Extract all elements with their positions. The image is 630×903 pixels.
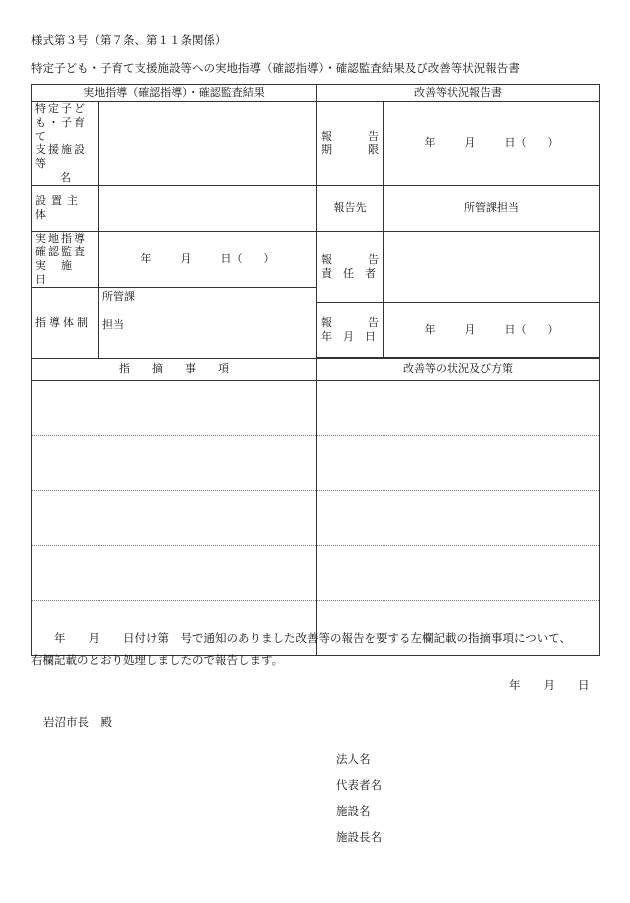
facility-name-signer-label: 施設名 <box>336 804 371 818</box>
addressee: 岩沼市長 殿 <box>43 715 112 729</box>
improvement-row[interactable] <box>317 380 600 435</box>
finding-row[interactable] <box>32 490 317 545</box>
report-to-value: 所管課担当 <box>384 185 600 231</box>
submission-date: 年 月 日 <box>509 678 590 692</box>
inspection-date-field[interactable]: 年 月 日（ ） <box>99 231 317 287</box>
finding-row[interactable] <box>32 545 317 600</box>
finding-row[interactable] <box>32 435 317 490</box>
improvement-row[interactable] <box>317 435 600 490</box>
guidance-system-label: 指導体制 <box>32 287 99 358</box>
inspection-date-label: 実地指導 確認監査 実 施 日 <box>32 231 99 287</box>
establisher-label: 設置主体 <box>32 185 99 231</box>
facility-name-label: 特定子ど も・子育て 支援施設等 名 <box>32 102 99 186</box>
report-deadline-label: 報 告 期 限 <box>317 102 384 186</box>
section-label: 所管課 <box>102 289 135 303</box>
left-section-header: 実地指導（確認指導）・確認監査結果 <box>32 85 317 102</box>
report-date-field[interactable]: 年 月 日（ ） <box>384 302 600 357</box>
inspection-report-table <box>31 84 600 656</box>
form-number: 様式第３号（第７条、第１１条関係） <box>31 33 227 47</box>
improvement-row[interactable] <box>317 490 600 545</box>
staff-label: 担当 <box>102 318 124 332</box>
facility-name-field[interactable] <box>99 102 317 186</box>
report-deadline-field[interactable]: 年 月 日（ ） <box>384 102 600 186</box>
establisher-field[interactable] <box>99 185 317 231</box>
report-statement-line-2: 右欄記載のとおり処理しましたので報告します。 <box>31 653 284 667</box>
guidance-system-field[interactable] <box>99 287 317 358</box>
reporter-field[interactable] <box>384 231 600 302</box>
report-statement-line-1: 年 月 日付け第 号で通知のありました改善等の報告を要する左欄記載の指摘事項について、 <box>31 631 572 645</box>
document-title: 特定子ども・子育て支援施設等への実地指導（確認指導）・確認監査結果及び改善等状況報告書 <box>31 61 520 75</box>
findings-header: 指 摘 事 項 <box>32 358 317 380</box>
reporter-label: 報 告 責 任 者 <box>317 231 384 302</box>
representative-name-label: 代表者名 <box>336 778 382 792</box>
corporation-name-label: 法人名 <box>336 752 371 766</box>
report-to-label: 報告先 <box>317 185 384 231</box>
improvement-row[interactable] <box>317 545 600 600</box>
improvements-header: 改善等の状況及び方策 <box>317 358 600 380</box>
facility-director-name-label: 施設長名 <box>336 830 382 844</box>
finding-row[interactable] <box>32 380 317 435</box>
report-date-label: 報 告 年 月 日 <box>317 302 384 357</box>
right-section-header: 改善等状況報告書 <box>317 85 600 102</box>
